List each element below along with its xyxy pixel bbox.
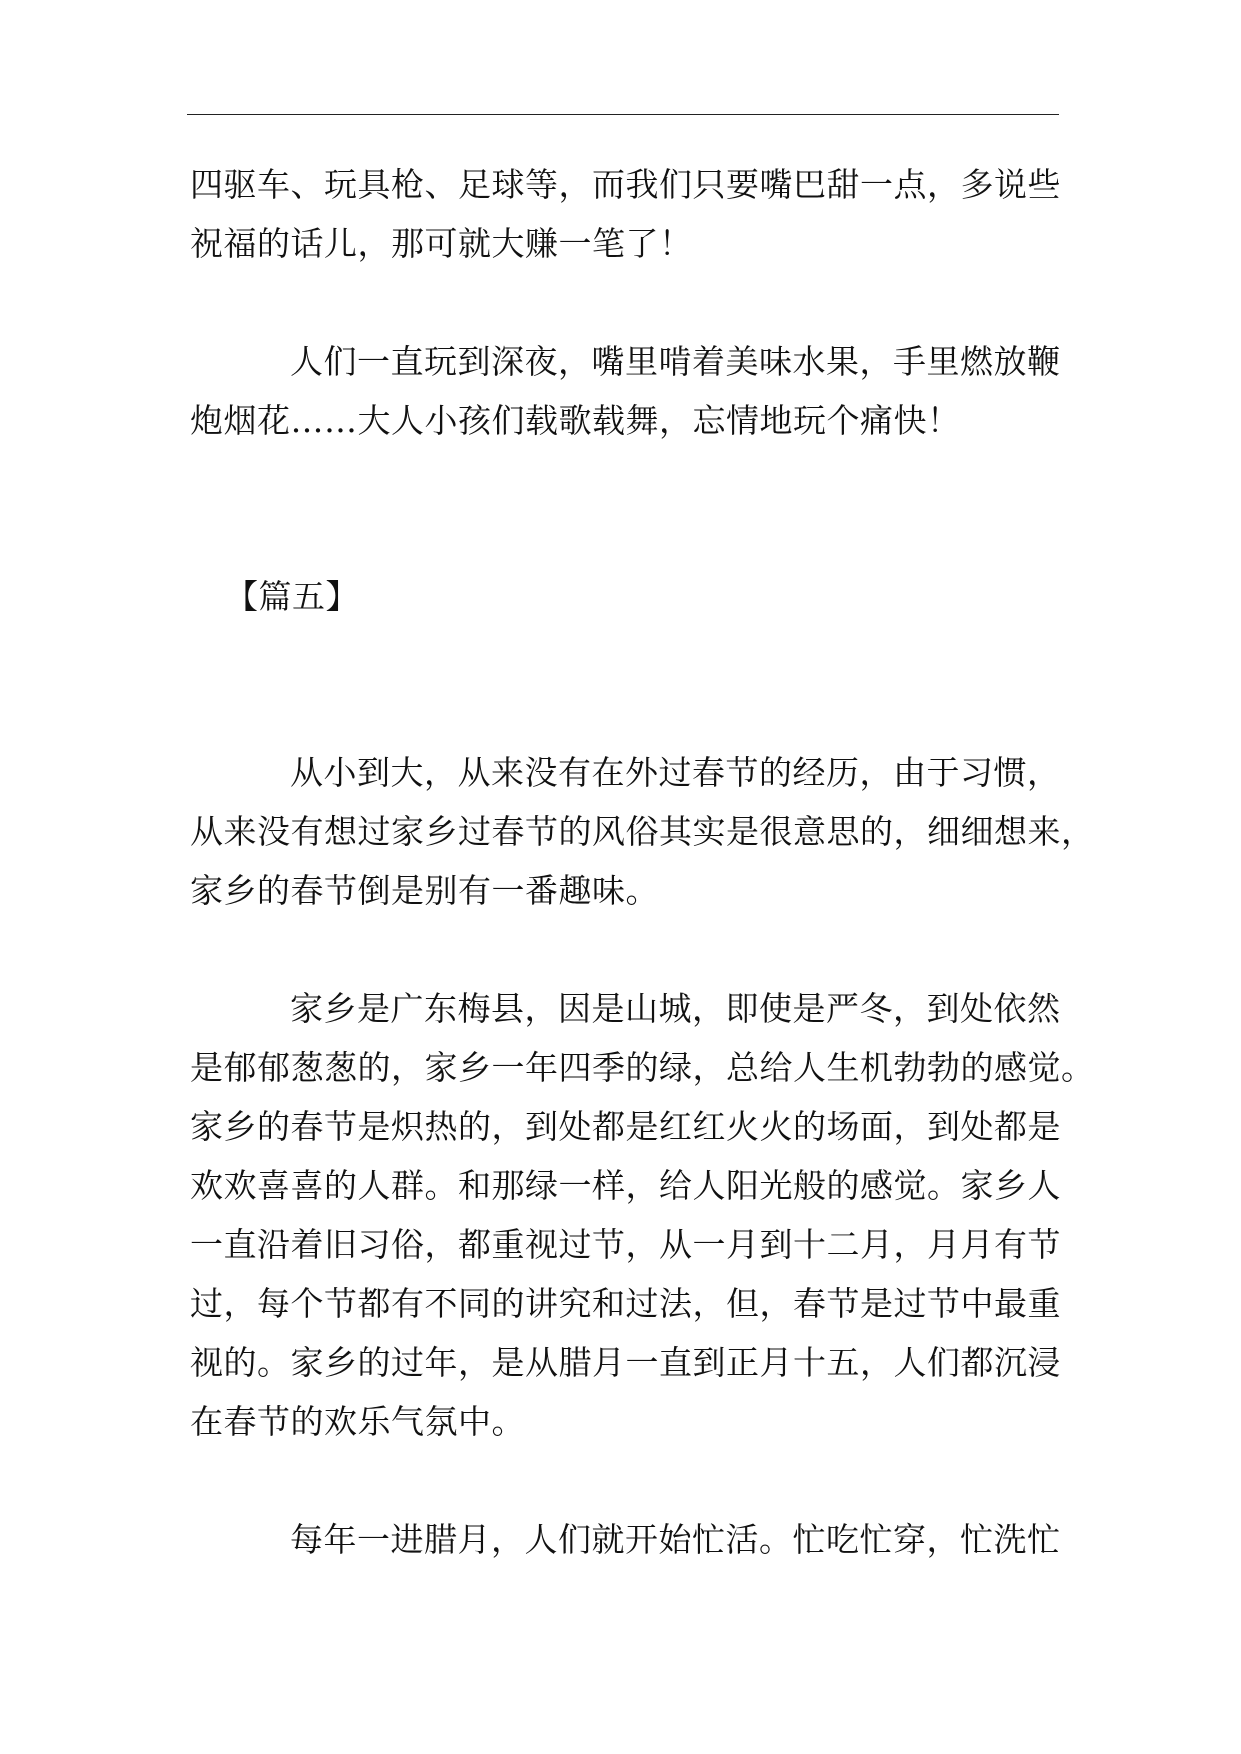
- paragraph-line: 在春节的欢乐气氛中。: [190, 1402, 525, 1441]
- paragraph-line: 家乡是广东梅县，因是山城，即使是严冬，到处依然: [290, 989, 1061, 1028]
- paragraph-line: 祝福的话儿，那可就大赚一笔了！: [190, 224, 693, 263]
- paragraph-line: 从来没有想过家乡过春节的风俗其实是很意思的，细细想来，: [190, 812, 1095, 851]
- paragraph-line: 每年一进腊月，人们就开始忙活。忙吃忙穿，忙洗忙: [290, 1520, 1061, 1559]
- paragraph-line: 从小到大，从来没有在外过春节的经历，由于习惯，: [290, 753, 1061, 792]
- paragraph-line: 欢欢喜喜的人群。和那绿一样，给人阳光般的感觉。家乡人: [190, 1166, 1061, 1205]
- paragraph-line: 是郁郁葱葱的，家乡一年四季的绿，总给人生机勃勃的感觉。: [190, 1048, 1095, 1087]
- paragraph-line: 视的。家乡的过年，是从腊月一直到正月十五，人们都沉浸: [190, 1343, 1061, 1382]
- header-rule: [187, 114, 1059, 115]
- paragraph-line: 炮烟花……大人小孩们载歌载舞，忘情地玩个痛快！: [190, 401, 961, 440]
- section-heading: 【篇五】: [225, 577, 359, 616]
- paragraph-line: 家乡的春节倒是别有一番趣味。: [190, 871, 659, 910]
- paragraph-line: 人们一直玩到深夜，嘴里啃着美味水果，手里燃放鞭: [290, 342, 1061, 381]
- paragraph-line: 过，每个节都有不同的讲究和过法，但，春节是过节中最重: [190, 1284, 1061, 1323]
- paragraph-line: 家乡的春节是炽热的，到处都是红红火火的场面，到处都是: [190, 1107, 1061, 1146]
- paragraph-line: 四驱车、玩具枪、足球等，而我们只要嘴巴甜一点，多说些: [190, 165, 1061, 204]
- paragraph-line: 一直沿着旧习俗，都重视过节，从一月到十二月，月月有节: [190, 1225, 1061, 1264]
